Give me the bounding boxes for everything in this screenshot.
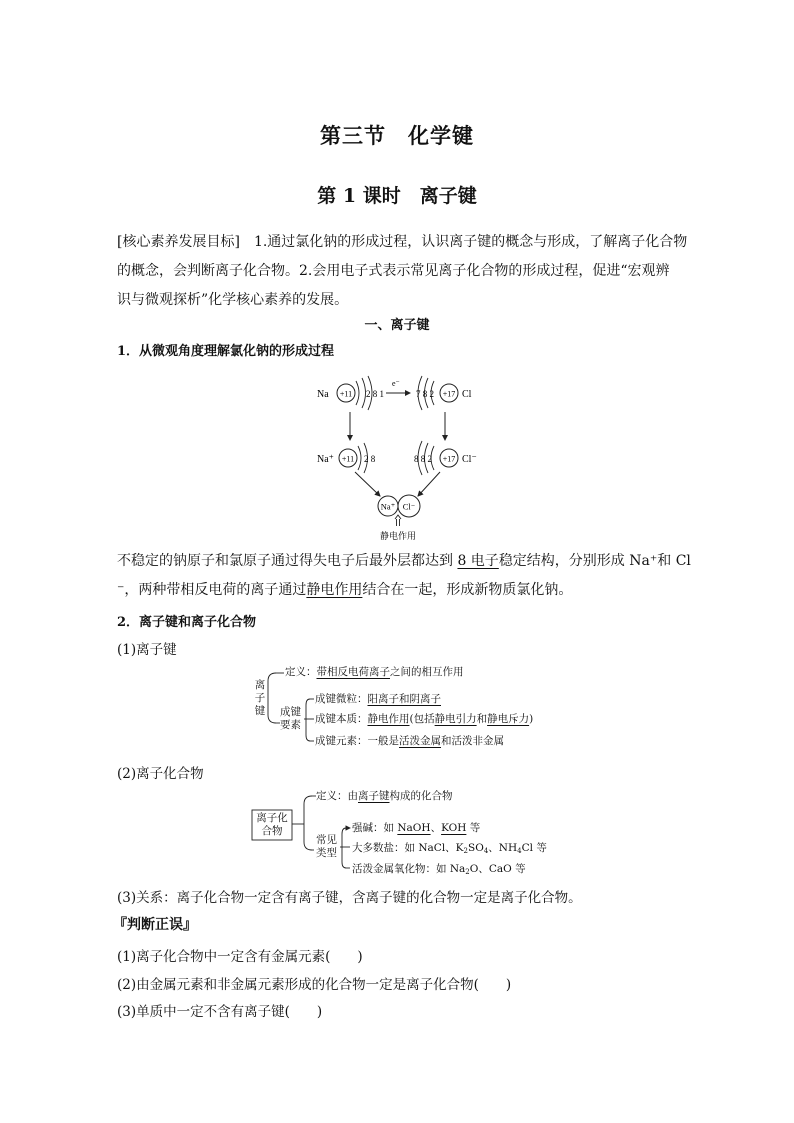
cl-ion-shell-numbers: 8 8 2 bbox=[414, 454, 432, 464]
map2-oxide-post: O、CaO 等 bbox=[469, 863, 526, 875]
map2-strong-base bbox=[352, 821, 480, 835]
map2-root-line: 离子化 bbox=[256, 812, 288, 824]
pair-cl-label: Cl⁻ bbox=[402, 501, 416, 512]
cl-ion-nucleus-charge: +17 bbox=[442, 454, 456, 464]
judge-item: (1)离子化合物中一定含有金属元素( ) bbox=[117, 949, 363, 965]
map1-root-char: 离 bbox=[254, 679, 266, 691]
map1-elements bbox=[315, 734, 504, 748]
map2-types-line: 类型 bbox=[316, 847, 337, 859]
map1-elem-label-line: 要素 bbox=[280, 719, 301, 731]
section-heading: 一、离子键 bbox=[364, 318, 430, 333]
map2-salt-text: 大多数盐：如 NaCl、K bbox=[352, 842, 464, 854]
map1-particle-pre: 成键微粒： bbox=[315, 693, 368, 705]
judge-list bbox=[117, 944, 511, 1027]
map2-def-pre: 定义：由 bbox=[316, 790, 358, 802]
map2-def-post: 构成的化合物 bbox=[389, 790, 453, 802]
map1-definition bbox=[285, 665, 464, 679]
page-title: 第三节 化学键 bbox=[320, 123, 474, 148]
map2-base-sep: 、 bbox=[430, 822, 442, 834]
map1-root-char: 键 bbox=[254, 705, 266, 717]
judge-item: (3)单质中一定不含有离子键( ) bbox=[117, 1004, 323, 1020]
map2-salt-sub: 4 bbox=[483, 847, 489, 855]
explain-text-3: ⁻，两种带相反电荷的离子通过 bbox=[117, 582, 307, 598]
goals-label: [核心素养发展目标] bbox=[117, 234, 240, 250]
item-1-heading: 1．从微观角度理解氯化钠的形成过程 bbox=[117, 344, 335, 359]
na-atom-label: Na bbox=[317, 389, 329, 400]
map2-base-post: 等 bbox=[466, 822, 481, 834]
map1-nature-mid: (包括 bbox=[409, 713, 435, 725]
map1-nature-and: 和 bbox=[476, 713, 488, 725]
map2-root-line: 合物 bbox=[261, 825, 283, 837]
map2-oxides bbox=[352, 862, 526, 879]
cl-shell-numbers: 7 8 2 bbox=[416, 389, 434, 399]
map2-root bbox=[254, 812, 290, 838]
answer-opposite-ions: 带相反电荷离子 bbox=[316, 666, 390, 678]
goals-text-3: 识与微观探析”化学核心素养的发展。 bbox=[117, 292, 349, 308]
answer-active-metal: 活泼金属 bbox=[399, 735, 441, 747]
ionic-bond-concept-map bbox=[250, 661, 550, 753]
map1-elements-label bbox=[280, 706, 301, 732]
map2-salt-post: Cl 等 bbox=[521, 842, 547, 854]
judge-heading: 『判断正误』 bbox=[113, 917, 197, 933]
map2-types-line: 常见 bbox=[316, 834, 337, 846]
cl-ion-label: Cl⁻ bbox=[462, 454, 477, 465]
map1-element-pre: 成键元素：一般是 bbox=[315, 735, 399, 747]
electron-label: e⁻ bbox=[392, 379, 400, 388]
answer-electrostatic-force: 静电作用 bbox=[367, 713, 410, 725]
cl-nucleus-charge: +17 bbox=[442, 389, 456, 399]
map1-particles bbox=[315, 692, 441, 706]
map2-salt-sub: 4 bbox=[517, 847, 522, 855]
lesson-title: 第 1 课时 离子键 bbox=[317, 185, 477, 207]
map1-nature bbox=[315, 712, 533, 726]
judge-item: (2)由金属元素和非金属元素形成的化合物一定是离子化合物( ) bbox=[117, 976, 512, 993]
sub-relationship: (3)关系：离子化合物一定含有离子键，含离子键的化合物一定是离子化合物。 bbox=[117, 890, 582, 906]
ionic-compound-concept-map bbox=[250, 786, 550, 880]
answer-8-electron: 8 电子 bbox=[457, 553, 499, 569]
answer-attraction: 静电引力 bbox=[434, 713, 477, 725]
na-ion-nucleus-charge: +11 bbox=[341, 454, 355, 464]
cl-ion-attract-arrow bbox=[418, 472, 440, 496]
map2-oxide-text: 活泼金属氧化物：如 Na bbox=[352, 863, 466, 875]
formation-explanation bbox=[117, 547, 697, 605]
map2-salt-sub: 2 bbox=[463, 847, 468, 855]
item-2-heading: 2．离子键和离子化合物 bbox=[117, 615, 257, 630]
cl-atom-label: Cl bbox=[462, 389, 472, 400]
map2-oxide-sub: 2 bbox=[465, 868, 470, 876]
map1-element-post: 和活泼非金属 bbox=[441, 735, 504, 747]
na-nucleus-charge: +11 bbox=[339, 389, 353, 399]
goals-text-1: 1.通过氯化钠的形成过程，认识离子键的概念与形成，了解离子化合物 bbox=[253, 234, 688, 250]
map2-definition bbox=[316, 789, 453, 803]
explain-text-2: 稳定结构，分别形成 Na⁺和 Cl bbox=[498, 553, 691, 569]
map2-salt-mid: SO bbox=[468, 842, 484, 854]
map2-types-label bbox=[316, 834, 337, 860]
na-ion-shell-numbers: 2 8 bbox=[364, 454, 376, 464]
map1-elem-label-line: 成键 bbox=[280, 706, 301, 718]
map2-salts bbox=[352, 841, 547, 858]
answer-cation-anion: 阳离子和阴离子 bbox=[367, 693, 441, 705]
answer-ionic-bond: 离子键 bbox=[358, 790, 390, 802]
map1-def-pre: 定义： bbox=[285, 666, 317, 678]
pair-na-label: Na⁺ bbox=[380, 501, 396, 512]
answer-electrostatic: 静电作用 bbox=[306, 582, 363, 598]
explain-text-4: 结合在一起，形成新物质氯化钠。 bbox=[362, 582, 573, 598]
na-ion-label: Na⁺ bbox=[317, 454, 334, 465]
na-ion-attract-arrow bbox=[355, 472, 380, 496]
nacl-formation-diagram bbox=[310, 372, 490, 547]
answer-naoh: NaOH bbox=[397, 822, 431, 834]
answer-repulsion: 静电斥力 bbox=[487, 713, 530, 725]
goals-text-2: 的概念，会判断离子化合物。2.会用电子式表示常见离子化合物的形成过程，促进“宏观辨 bbox=[117, 263, 670, 279]
explain-text-1: 不稳定的钠原子和氯原子通过得失电子后最外层都达到 bbox=[117, 553, 458, 569]
force-arrow-icon bbox=[395, 515, 401, 526]
sub-ionic-compound: (2)离子化合物 bbox=[117, 766, 204, 782]
map1-nature-end: ) bbox=[529, 713, 534, 725]
map1-root-char: 子 bbox=[254, 692, 266, 704]
map2-base-pre: 强碱：如 bbox=[352, 822, 398, 834]
na-shell-numbers: 2 8 1 bbox=[366, 389, 384, 399]
map1-nature-pre: 成键本质： bbox=[315, 713, 368, 725]
core-goals bbox=[117, 228, 687, 315]
electrostatic-label: 静电作用 bbox=[379, 531, 417, 541]
sub-ionic-bond: (1)离子键 bbox=[117, 642, 177, 658]
map1-def-post: 之间的相互作用 bbox=[390, 666, 464, 678]
map2-salt-mid2: 、NH bbox=[488, 842, 518, 854]
answer-koh: KOH bbox=[441, 822, 467, 834]
